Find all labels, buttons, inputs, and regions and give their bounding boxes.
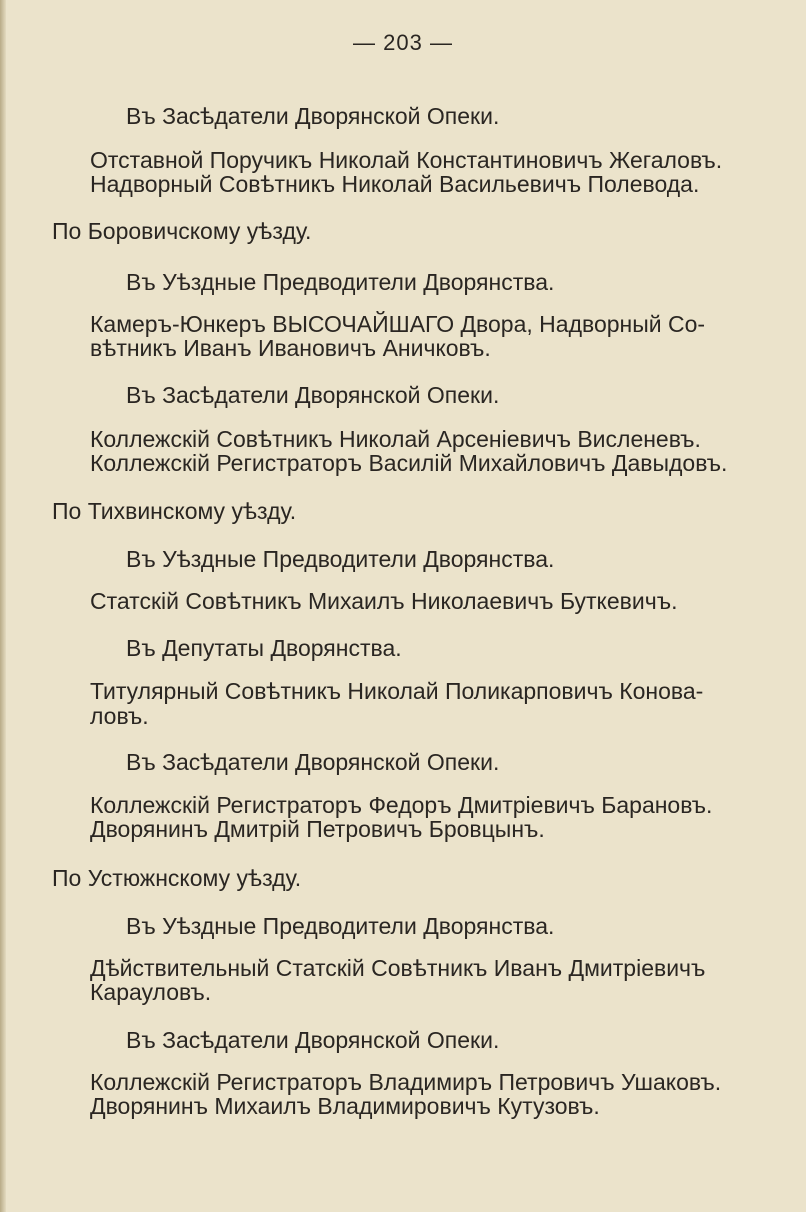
- section-heading: Въ Засѣдатели Дворянской Опеки.: [126, 103, 500, 129]
- section-heading: Въ Уѣздные Предводители Дворянства.: [126, 913, 555, 939]
- section-heading: Въ Уѣздные Предводители Дворянства.: [126, 269, 555, 295]
- text-line: Коллежскій Совѣтникъ Николай Арсеніевичъ Висленевъ.: [90, 426, 701, 452]
- text-line: Надворный Совѣтникъ Николай Васильевичъ Полевода.: [90, 171, 700, 197]
- section-heading: Въ Депутаты Дворянства.: [126, 635, 402, 661]
- text-line: Дѣйствительный Статскій Совѣтникъ Иванъ Дмитріевичъ: [90, 955, 706, 981]
- page-edge-shadow: [0, 0, 6, 1212]
- text-line: Титулярный Совѣтникъ Николай Поликарповичъ Конова-: [90, 678, 704, 704]
- text-line: Камеръ-Юнкеръ ВЫСОЧАЙШАГО Двора, Надворный Со-: [90, 311, 706, 337]
- text-line: Дворянинъ Дмитрій Петровичъ Бровцынъ.: [90, 816, 545, 842]
- text-line: Коллежскій Регистраторъ Федоръ Дмитріевичъ Барановъ.: [90, 792, 713, 818]
- text-line: ловъ.: [90, 703, 149, 729]
- page-number: — 203 —: [353, 30, 453, 55]
- text-line: Дворянинъ Михаилъ Владимировичъ Кутузовъ.: [90, 1093, 600, 1119]
- section-heading: Въ Засѣдатели Дворянской Опеки.: [126, 382, 500, 408]
- section-heading: Въ Засѣдатели Дворянской Опеки.: [126, 749, 500, 775]
- text-line: Статскій Совѣтникъ Михаилъ Николаевичъ Буткевичъ.: [90, 588, 678, 614]
- text-line: Коллежскій Регистраторъ Василій Михайловичъ Давыдовъ.: [90, 450, 728, 476]
- text-line: вѣтникъ Иванъ Ивановичъ Аничковъ.: [90, 335, 491, 361]
- section-heading: Въ Засѣдатели Дворянской Опеки.: [126, 1027, 500, 1053]
- text-line: Отставной Поручикъ Николай Константиновичъ Жегаловъ.: [90, 147, 723, 173]
- district-heading: По Тихвинскому уѣзду.: [52, 498, 297, 524]
- district-heading: По Боровичскому уѣзду.: [52, 218, 312, 244]
- text-line: Карауловъ.: [90, 979, 212, 1005]
- district-heading: По Устюжнскому уѣзду.: [52, 865, 302, 891]
- section-heading: Въ Уѣздные Предводители Дворянства.: [126, 546, 555, 572]
- text-line: Коллежскій Регистраторъ Владимиръ Петровичъ Ушаковъ.: [90, 1069, 722, 1095]
